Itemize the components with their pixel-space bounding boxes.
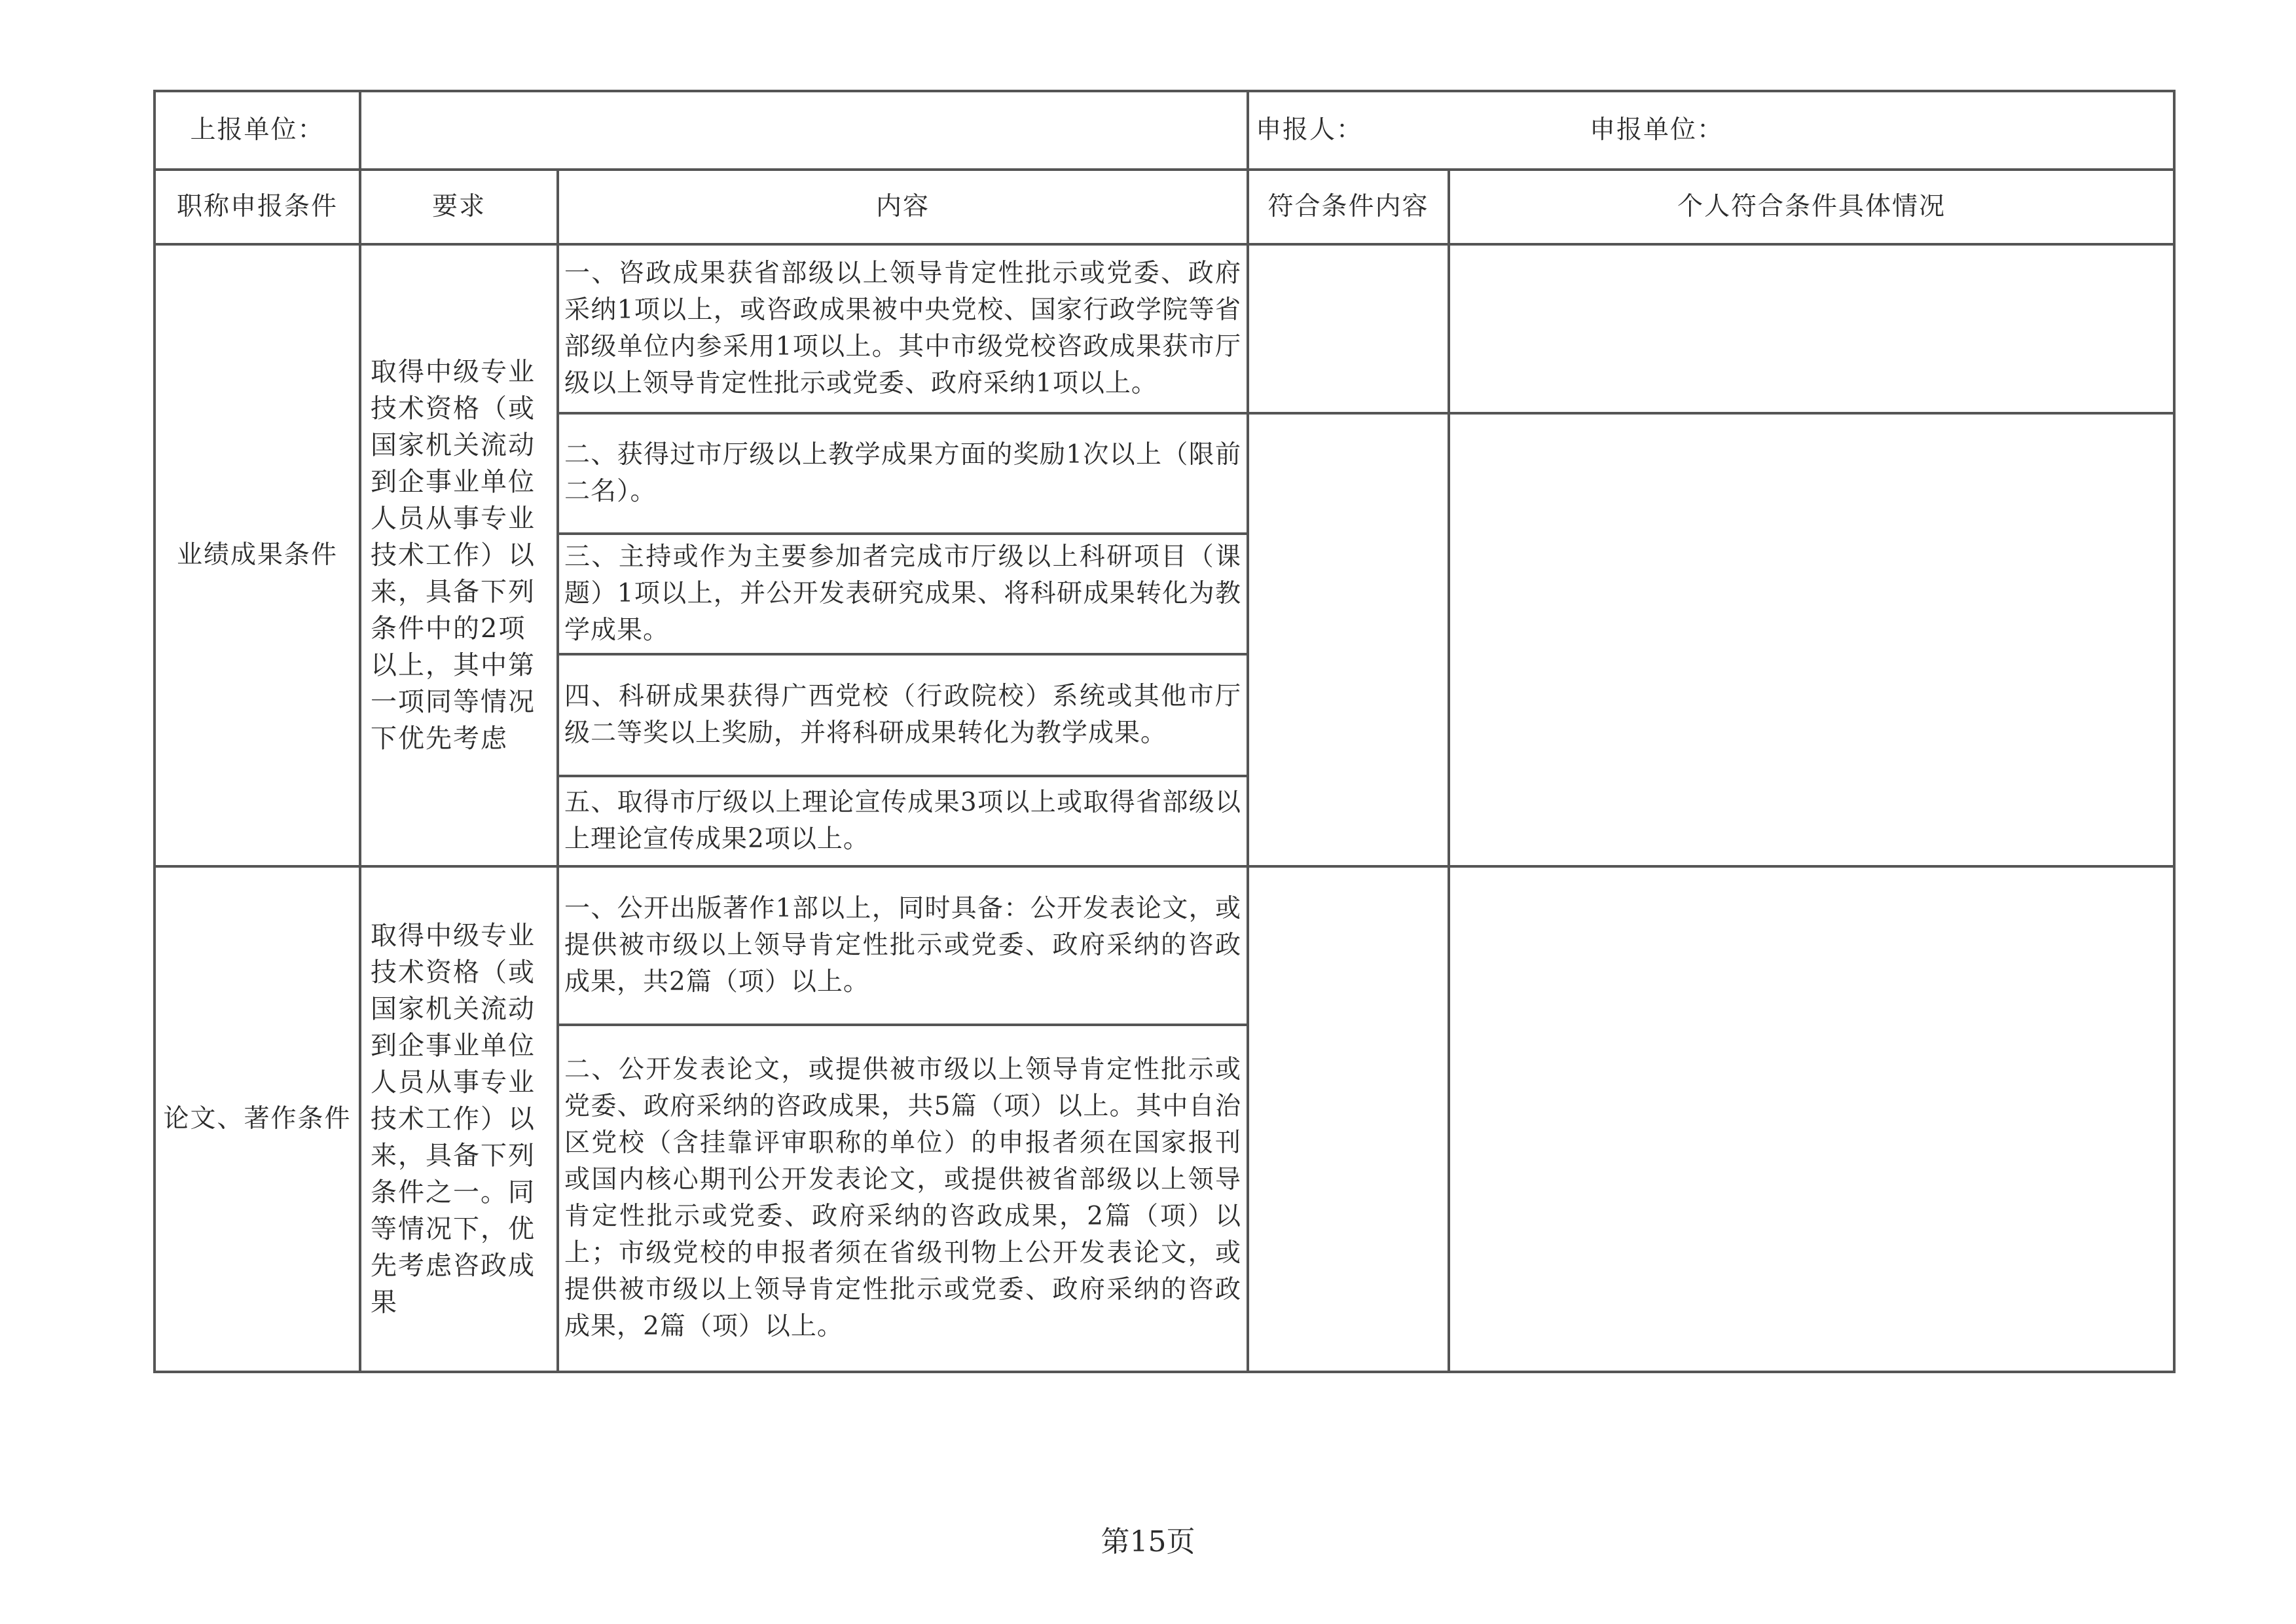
section-2-matching-content[interactable] <box>1248 866 1449 1372</box>
section-1-requirement: 取得中级专业技术资格（或国家机关流动到企事业单位人员从事专业技术工作）以来，具备下列条件中的2项以上，其中第一项同等情况下优先考虑 <box>360 244 558 866</box>
qualification-table <box>153 90 2176 1373</box>
section-1-personal-details-1[interactable] <box>1449 244 2174 413</box>
section-1-item-1: 一、咨政成果获省部级以上领导肯定性批示或党委、政府采纳1项以上，或咨政成果被中央党校、国家行政学院等省部级单位内参采用1项以上。其中市级党校咨政成果获市厅级以上领导肯定性批示或党委、政府采纳1项以上。 <box>558 244 1248 413</box>
section-2-item-2: 二、公开发表论文，或提供被市级以上领导肯定性批示或党委、政府采纳的咨政成果，共5篇（项）以上。其中自治区党校（含挂靠评审职称的单位）的申报者须在国家报刊或国内核心期刊公开发表论文，或提供被省部级以上领导肯定性批示或党委、政府采纳的咨政成果，2篇（项）以上；市级党校的申报者须在省级刊物上公开发表论文，或提供被市级以上领导肯定性批示或党委、政府采纳的咨政成果，2篇（项）以上。 <box>558 1025 1248 1372</box>
section-1-matching-content-2[interactable] <box>1248 413 1449 866</box>
section-1-personal-details-2[interactable] <box>1449 413 2174 866</box>
section-2-item-1: 一、公开出版著作1部以上，同时具备：公开发表论文，或提供被市级以上领导肯定性批示或党委、政府采纳的咨政成果，共2篇（项）以上。 <box>558 866 1248 1025</box>
applicant-unit-label: 申报单位： <box>1590 115 1724 145</box>
header-row <box>155 91 2174 170</box>
section-2-personal-details[interactable] <box>1449 866 2174 1372</box>
column-header-personal-details: 个人符合条件具体情况 <box>1449 170 2174 244</box>
column-header-content: 内容 <box>558 170 1248 244</box>
section-1-item-5: 五、取得市厅级以上理论宣传成果3项以上或取得省部级以上理论宣传成果2项以上。 <box>558 776 1248 866</box>
section-1-category: 业绩成果条件 <box>155 244 360 866</box>
reporting-unit-field[interactable] <box>360 91 1248 170</box>
page-number: 第15页 <box>1101 1525 1195 1559</box>
section-1-matching-content-1[interactable] <box>1248 244 1449 413</box>
column-header-matching-content: 符合条件内容 <box>1248 170 1449 244</box>
section-2-requirement: 取得中级专业技术资格（或国家机关流动到企事业单位人员从事专业技术工作）以来，具备下列条件之一。同等情况下，优先考虑咨政成果 <box>360 866 558 1372</box>
section-2-row-1 <box>155 866 2174 1025</box>
section-1-item-2: 二、获得过市厅级以上教学成果方面的奖励1次以上（限前二名）。 <box>558 413 1248 534</box>
applicant-label: 申报人： <box>1256 115 1364 145</box>
section-1-item-4: 四、科研成果获得广西党校（行政院校）系统或其他市厅级二等奖以上奖励，并将科研成果转化为教学成果。 <box>558 654 1248 776</box>
section-2-category: 论文、著作条件 <box>155 866 360 1372</box>
reporting-unit-label: 上报单位： <box>190 115 325 145</box>
applicant-info-cell <box>1248 91 2174 170</box>
reporting-unit-label-cell <box>155 91 360 170</box>
column-header-requirement: 要求 <box>360 170 558 244</box>
section-1-row-1 <box>155 244 2174 413</box>
column-header-row <box>155 170 2174 244</box>
application-form <box>153 90 2173 1373</box>
section-1-item-3: 三、主持或作为主要参加者完成市厅级以上科研项目（课题）1项以上，并公开发表研究成果、将科研成果转化为教学成果。 <box>558 534 1248 654</box>
column-header-condition-category: 职称申报条件 <box>155 170 360 244</box>
